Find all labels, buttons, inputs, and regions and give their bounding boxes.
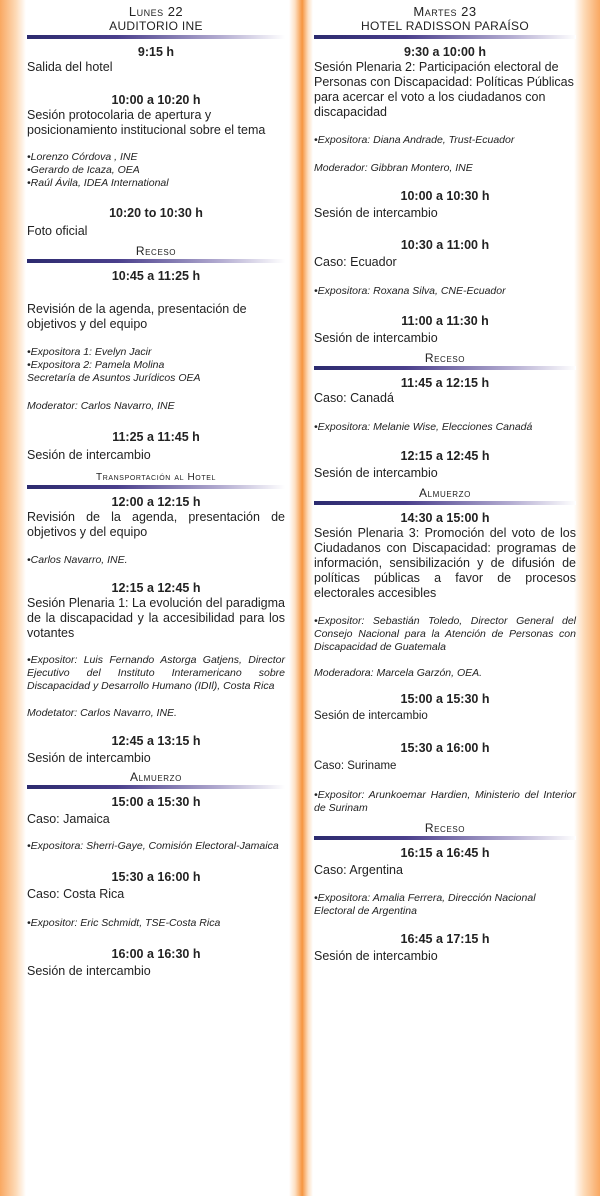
- speaker: •Expositora 1: Evelyn Jacir: [27, 346, 152, 358]
- session-title: Sesión Plenaria 1: La evolución del paradigma de la discapacidad y la accesibilidad para los votantes: [27, 596, 285, 640]
- session-title: Foto oficial: [27, 224, 88, 238]
- speaker: •Expositora: Roxana Silva, CNE-Ecuador: [314, 285, 506, 297]
- session-title: Sesión de intercambio: [314, 466, 438, 480]
- speaker: Secretaría de Asuntos Jurídicos OEA: [27, 372, 201, 384]
- speaker-list: [27, 151, 285, 190]
- day-title: Martes 23: [413, 4, 477, 19]
- speaker: •Expositor: Arunkoemar Hardien, Ministerio del Interior de Surinam: [314, 789, 576, 814]
- session-title: Salida del hotel: [27, 60, 113, 74]
- break-label: Almuerzo: [419, 486, 471, 500]
- session-title: Sesión de intercambio: [27, 448, 151, 462]
- session-time: 15:30 a 16:00 h: [111, 870, 201, 884]
- section-divider: [314, 836, 576, 840]
- session-time: 10:00 a 10:30 h: [400, 189, 490, 203]
- speaker-list: [27, 654, 285, 693]
- right-decorative-stripe: [574, 0, 600, 1196]
- moderator: Moderador: Gibbran Montero, INE: [314, 162, 473, 174]
- center-decorative-stripe: [289, 0, 313, 1196]
- speaker: •Expositora: Sherri-Gaye, Comisión Electoral-Jamaica: [27, 840, 279, 852]
- session-time: 12:00 a 12:15 h: [111, 495, 201, 509]
- speaker-list: [27, 554, 285, 567]
- session-time: 15:00 a 15:30 h: [400, 692, 490, 706]
- session-time: 14:30 a 15:00 h: [400, 511, 490, 525]
- section-divider: [27, 485, 285, 489]
- session-title: Sesión Plenaria 2: Participación electoral de Personas con Discapacidad: Políticas Públicas para acercar el voto a los ciudadanos con discapacidad: [314, 60, 574, 119]
- speaker: •Expositora 2: Pamela Molina: [27, 359, 165, 371]
- session-title: Caso: Ecuador: [314, 255, 397, 269]
- speaker: •Raúl Ávila, IDEA International: [27, 177, 169, 189]
- session-title: Sesión de intercambio: [314, 331, 438, 345]
- session-time: 9:15 h: [137, 45, 175, 59]
- speaker-list: [314, 789, 576, 815]
- speaker: •Expositor: Eric Schmidt, TSE-Costa Rica: [27, 917, 221, 929]
- moderator: Moderator: Carlos Navarro, INE: [27, 400, 175, 412]
- section-divider: [27, 785, 285, 789]
- moderator: Modetator: Carlos Navarro, INE.: [27, 707, 177, 719]
- break-label: Transportación al Hotel: [96, 472, 216, 483]
- speaker: •Carlos Navarro, INE.: [27, 554, 128, 566]
- session-time: 11:45 a 12:15 h: [400, 376, 490, 390]
- session-title: Sesión de intercambio: [27, 964, 151, 978]
- speaker: •Expositora: Amalia Ferrera, Dirección Nacional Electoral de Argentina: [314, 892, 536, 917]
- day-title: Lunes 22: [128, 4, 184, 19]
- speaker: •Expositora: Diana Andrade, Trust-Ecuador: [314, 134, 515, 146]
- session-title: Sesión protocolaria de apertura y posicionamiento institucional sobre el tema: [27, 108, 266, 137]
- day-column-monday: [27, 4, 285, 979]
- session-title: Caso: Jamaica: [27, 812, 110, 826]
- speaker-list: [314, 892, 576, 918]
- speaker-list: [27, 346, 285, 385]
- section-divider: [27, 259, 285, 263]
- session-time: 11:25 a 11:45 h: [112, 430, 200, 444]
- session-title: Revisión de la agenda, presentación de objetivos y del equipo: [27, 302, 247, 331]
- speaker-list: [314, 421, 576, 434]
- session-title: Sesión de intercambio: [27, 751, 151, 765]
- speaker-list: [314, 285, 576, 298]
- session-time: 10:45 a 11:25 h: [111, 269, 201, 283]
- session-time: 16:00 a 16:30 h: [111, 947, 201, 961]
- session-time: 12:15 a 12:45 h: [400, 449, 490, 463]
- session-time: 16:45 a 17:15 h: [400, 932, 490, 946]
- session-time: 12:15 a 12:45 h: [111, 581, 201, 595]
- speaker: •Lorenzo Córdova , INE: [27, 151, 138, 163]
- speaker: •Expositor: Luis Fernando Astorga Gatjens, Director Ejecutivo del Instituto Interamericano sobre Discapacidad y Desarrollo Humano (IDIl), Costa Rica: [27, 654, 285, 692]
- session-title: Caso: Argentina: [314, 863, 403, 877]
- session-time: 12:45 a 13:15 h: [111, 734, 201, 748]
- break-label: Receso: [135, 244, 177, 258]
- section-divider: [314, 366, 576, 370]
- session-time: 15:00 a 15:30 h: [111, 795, 201, 809]
- break-label: Receso: [424, 351, 466, 365]
- session-title: Sesión de intercambio: [314, 206, 438, 220]
- session-title: Sesión Plenaria 3: Promoción del voto de los Ciudadanos con Discapacidad: programas de información, sensibilización y de difusión de políticas públicas a favor de procesos electorales accesibles: [314, 526, 576, 600]
- speaker: •Expositora: Melanie Wise, Elecciones Canadá: [314, 421, 533, 433]
- session-time: 10:00 a 10:20 h: [111, 93, 201, 107]
- session-time: 16:15 a 16:45 h: [400, 846, 490, 860]
- session-title: Caso: Suriname: [314, 760, 397, 772]
- session-time: 9:30 a 10:00 h: [404, 45, 486, 59]
- speaker-list: [27, 840, 285, 853]
- session-time: 15:30 a 16:00 h: [400, 741, 490, 755]
- section-divider: [27, 35, 285, 39]
- venue-title: HOTEL RADISSON PARAÍSO: [361, 19, 529, 33]
- section-divider: [314, 501, 576, 505]
- section-divider: [314, 35, 576, 39]
- session-title: Caso: Costa Rica: [27, 887, 125, 901]
- moderator: Moderadora: Marcela Garzón, OEA.: [314, 667, 483, 679]
- speaker-list: [314, 134, 576, 147]
- day-column-tuesday: [314, 4, 576, 964]
- speaker: •Expositor: Sebastián Toledo, Director General del Consejo Nacional para la Atención de Personas con Discapacidad de Guatemala: [314, 615, 576, 653]
- session-time: 10:30 a 11:00 h: [400, 238, 490, 252]
- session-title: Sesión de intercambio: [314, 710, 428, 722]
- session-title: Revisión de la agenda, presentación de objetivos y del equipo: [27, 510, 285, 539]
- session-time: 10:20 to 10:30 h: [109, 206, 203, 220]
- break-label: Almuerzo: [130, 770, 182, 784]
- left-decorative-stripe: [0, 0, 26, 1196]
- session-time: 11:00 a 11:30 h: [401, 314, 489, 328]
- break-label: Receso: [424, 821, 466, 835]
- speaker-list: [314, 615, 576, 654]
- speaker: •Gerardo de Icaza, OEA: [27, 164, 140, 176]
- session-title: Caso: Canadá: [314, 391, 394, 405]
- session-title: Sesión de intercambio: [314, 949, 438, 963]
- speaker-list: [27, 917, 285, 930]
- venue-title: AUDITORIO INE: [109, 19, 203, 33]
